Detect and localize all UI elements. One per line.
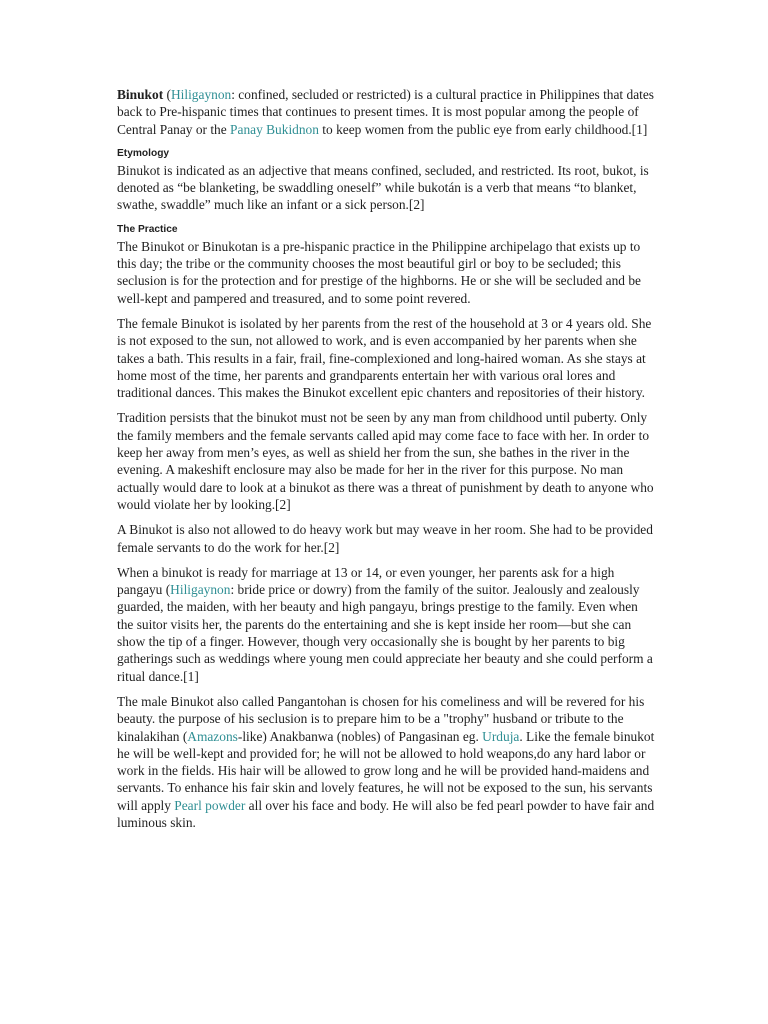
link-amazons[interactable]: Amazons	[187, 728, 238, 744]
heading-etymology: Etymology	[117, 147, 170, 159]
link-panay-bukidnon[interactable]: Panay Bukidnon	[230, 121, 319, 137]
link-hiligaynon[interactable]: Hiligaynon	[170, 87, 232, 102]
heading-the-practice: The Practice	[117, 223, 178, 235]
p6-text-2: -like) Anakbanwa (nobles) of Pangasinan eg.	[237, 728, 483, 744]
intro-paren: (	[163, 87, 171, 102]
practice-paragraph-6	[117, 693, 656, 831]
intro-text-1: : confined, secluded or restricted) is a cultural practice in Philippines that dates back to Pre-hispanic times that continues to present times. It is most popular among the people of Central Panay or the	[117, 87, 655, 137]
practice-paragraph-2: The female Binukot is isolated by her parents from the rest of the household at 3 or 4 years old. She is not exposed to the sun, not allowed to work, and is even accompanied by her parents when she takes a bath. This results in a fair, frail, fine-complexioned and long-haired woman. As she stays at home most of the time, her parents and grandparents entertain her with various oral lores and traditional dances. This makes the Binukot excellent epic chanters and repositories of their history.	[117, 315, 652, 401]
link-hiligaynon-2[interactable]: Hiligaynon	[170, 582, 231, 598]
term-binukot: Binukot	[117, 87, 164, 102]
practice-paragraph-5	[117, 564, 656, 685]
practice-paragraph-3: Tradition persists that the binukot must not be seen by any man from childhood until puberty. Only the family members and the female servants called apid may come face to face with her. In order to keep her away from men’s eyes, as well as shield her from the sun, she bathes in the river in the evening. A makeshift enclosure may also be made for her in the river for this purpose. No man actually would dare to look at a binukot as there was a threat of punishment by death to anyone who would violate her by looking.[2]	[117, 410, 654, 512]
p6-text-1: The male Binukot also called Pangantohan is chosen for his comeliness and will be revered for his beauty. the purpose of his seclusion is to prepare him to be a "trophy" husband or tribute to the kinalakihan (	[117, 693, 645, 744]
intro-text-2: to keep women from the public eye from early childhood.[1]	[318, 121, 648, 137]
practice-paragraph-4: A Binukot is also not allowed to do heavy work but may weave in her room. She had to be provided female servants to do the work for her.[2]	[117, 522, 653, 555]
p5-text-2: : bride price or dowry) from the family of the suitor. Jealously and zealously guarded, the maiden, with her beauty and high pangayu, brings prestige to the family. Even when the suitor visits her, the parents do the entertaining and she is kept inside her room—but she can show the tip of a finger. However, though very occasionally she is bought by her parents to big gatherings such as weddings where young men could appreciate her beauty and she could perform a ritual dance.[1]	[117, 582, 653, 684]
link-urduja[interactable]: Urduja	[482, 728, 520, 744]
etymology-paragraph: Binukot is indicated as an adjective that means confined, secluded, and restricted. Its root, bukot, is denoted as “be blanketing, be swaddling oneself” while bukotán is a verb that means “to blanket, swathe, swaddle” much like an infant or a sick person.[2]	[117, 162, 649, 213]
p6-text-3: . Like the female binukot he will be well-kept and provided for; he will not be allowed to hold weapons,do any hard labor or work in the fields. His hair will be allowed to grow long and he will be provided hand-maidens and servants. To enhance his fair skin and lovely features, he will not be exposed to the sun, his servants will apply	[117, 728, 655, 813]
link-pearl-powder[interactable]: Pearl powder	[174, 797, 246, 813]
p6-text-4: all over his face and body. He will also be fed pearl powder to have fair and luminous skin.	[117, 797, 655, 830]
intro-paragraph	[117, 86, 656, 138]
practice-paragraph-1: The Binukot or Binukotan is a pre-hispanic practice in the Philippine archipelago that exists up to this day; the tribe or the community chooses the most beautiful girl or boy to be secluded; this seclusion is for the protection and for prestige of the highborns. He or she will be secluded and be well-kept and pampered and treasured, and to some point revered.	[117, 238, 641, 306]
p5-text-1: When a binukot is ready for marriage at 13 or 14, or even younger, her parents ask for a high pangayu (	[117, 564, 615, 598]
